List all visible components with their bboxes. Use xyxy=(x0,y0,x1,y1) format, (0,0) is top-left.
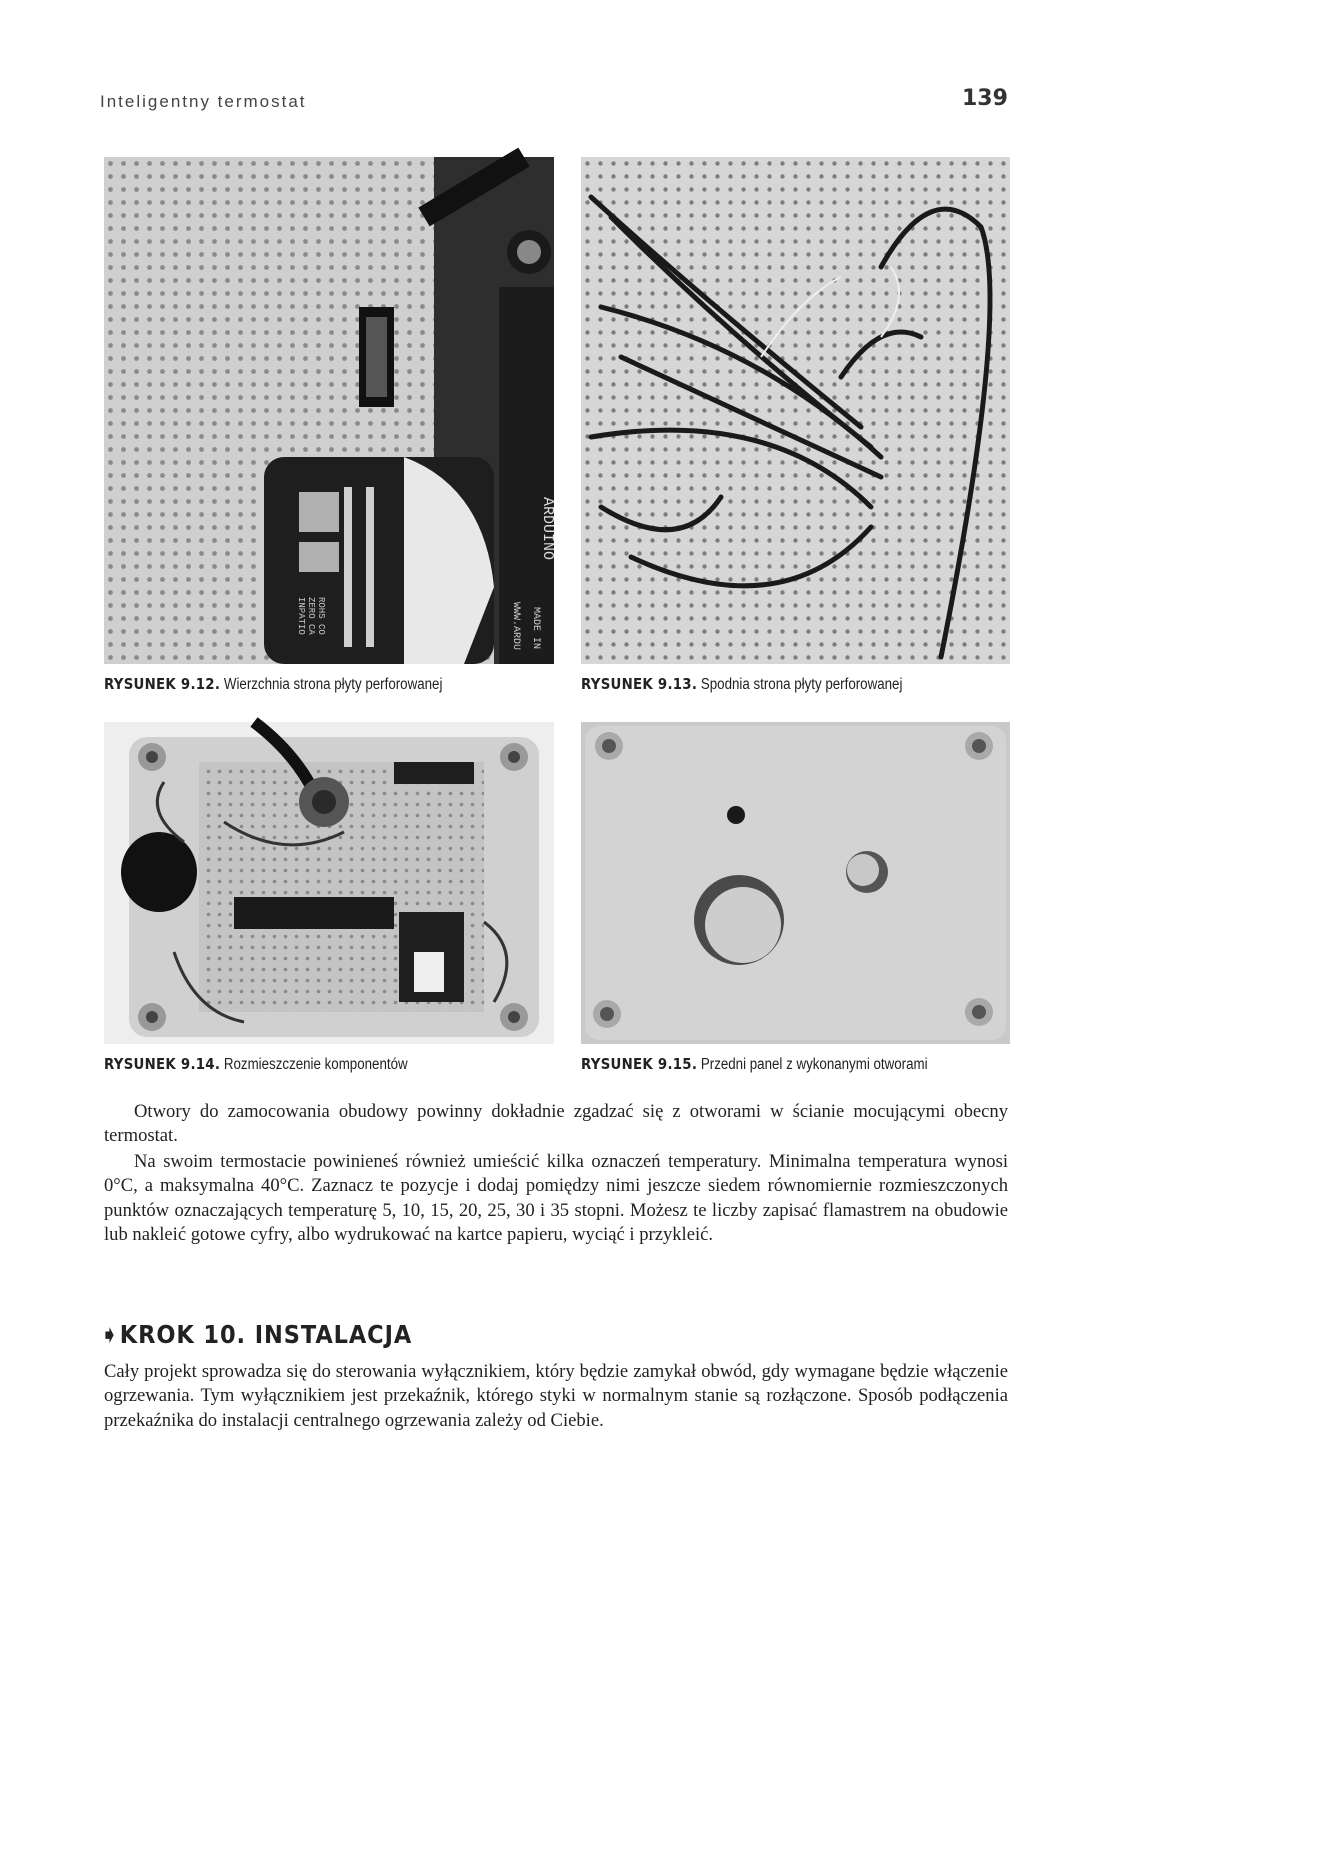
figure-9-15-text: Przedni panel z wykonanymi otworami xyxy=(700,1056,928,1073)
figure-9-13-label: RYSUNEK 9.13. xyxy=(581,675,698,693)
board-text-made-in: MADE IN xyxy=(530,607,541,650)
board-text-arduino: ARDUINO xyxy=(539,497,556,561)
section-heading xyxy=(100,1320,412,1349)
page-number: 139 xyxy=(962,86,1008,111)
figure-9-12-photo xyxy=(104,157,554,664)
figure-9-13-text: Spodnia strona płyty perforowanej xyxy=(700,676,903,693)
body-paragraph-2: Na swoim termostacie powinieneś również umieścić kilka oznaczeń temperatury. Minimalna temperatura wynosi 0°C, a maksymalna 40°C. Zaznacz te pozycje i dodaj pomiędzy nimi jeszcze siedem równomiernie rozmieszczonych punktów oznaczających temperaturę 5, 10, 15, 20, 25, 30 i 35 stopni. Możesz te liczby zapisać flamastrem na obudowie lub nakleić gotowe cyfry, albo wydrukować na kartce papieru, wyciąć i przykleić. xyxy=(104,1151,1008,1245)
figure-9-14-caption xyxy=(104,1055,408,1074)
board-text-www: WWW.ARDU xyxy=(510,602,521,651)
figure-9-14-photo xyxy=(104,722,554,1044)
figure-9-15-photo xyxy=(581,722,1010,1044)
running-header: Inteligentny termostat xyxy=(100,92,307,111)
board-text-zero: ZERO CA xyxy=(306,597,316,635)
figure-9-13-caption xyxy=(581,675,902,694)
board-text-rohs: ROHS CO xyxy=(316,597,326,635)
figure-9-14-text: Rozmieszczenie komponentów xyxy=(223,1056,408,1073)
body-paragraph-3: Cały projekt sprowadza się do sterowania wyłącznikiem, który będzie zamykał obwód, gdy wymagane będzie włączenie ogrzewania. Tym wyłącznikiem jest przekaźnik, którego styki w normalnym stanie są rozłączone. Sposób podłączenia przekaźnika do instalacji centralnego ogrzewania zależy od Ciebie. xyxy=(104,1361,1008,1431)
board-text-inpatio: INPATIO xyxy=(296,597,306,635)
figure-9-13-photo xyxy=(581,157,1010,664)
figure-9-12-text: Wierzchnia strona płyty perforowanej xyxy=(223,676,443,693)
heading-arrow-icon: ➧ xyxy=(100,1320,120,1349)
figure-9-12-caption xyxy=(104,675,442,694)
figure-9-14-label: RYSUNEK 9.14. xyxy=(104,1055,221,1073)
figure-9-15-caption xyxy=(581,1055,928,1074)
figure-9-12-label: RYSUNEK 9.12. xyxy=(104,675,221,693)
figure-9-15-label: RYSUNEK 9.15. xyxy=(581,1055,698,1073)
body-paragraph-1: Otwory do zamocowania obudowy powinny dokładnie zgadzać się z otworami w ścianie mocującymi obecny termostat. xyxy=(104,1101,1008,1147)
section-heading-text: KROK 10. INSTALACJA xyxy=(119,1320,413,1349)
